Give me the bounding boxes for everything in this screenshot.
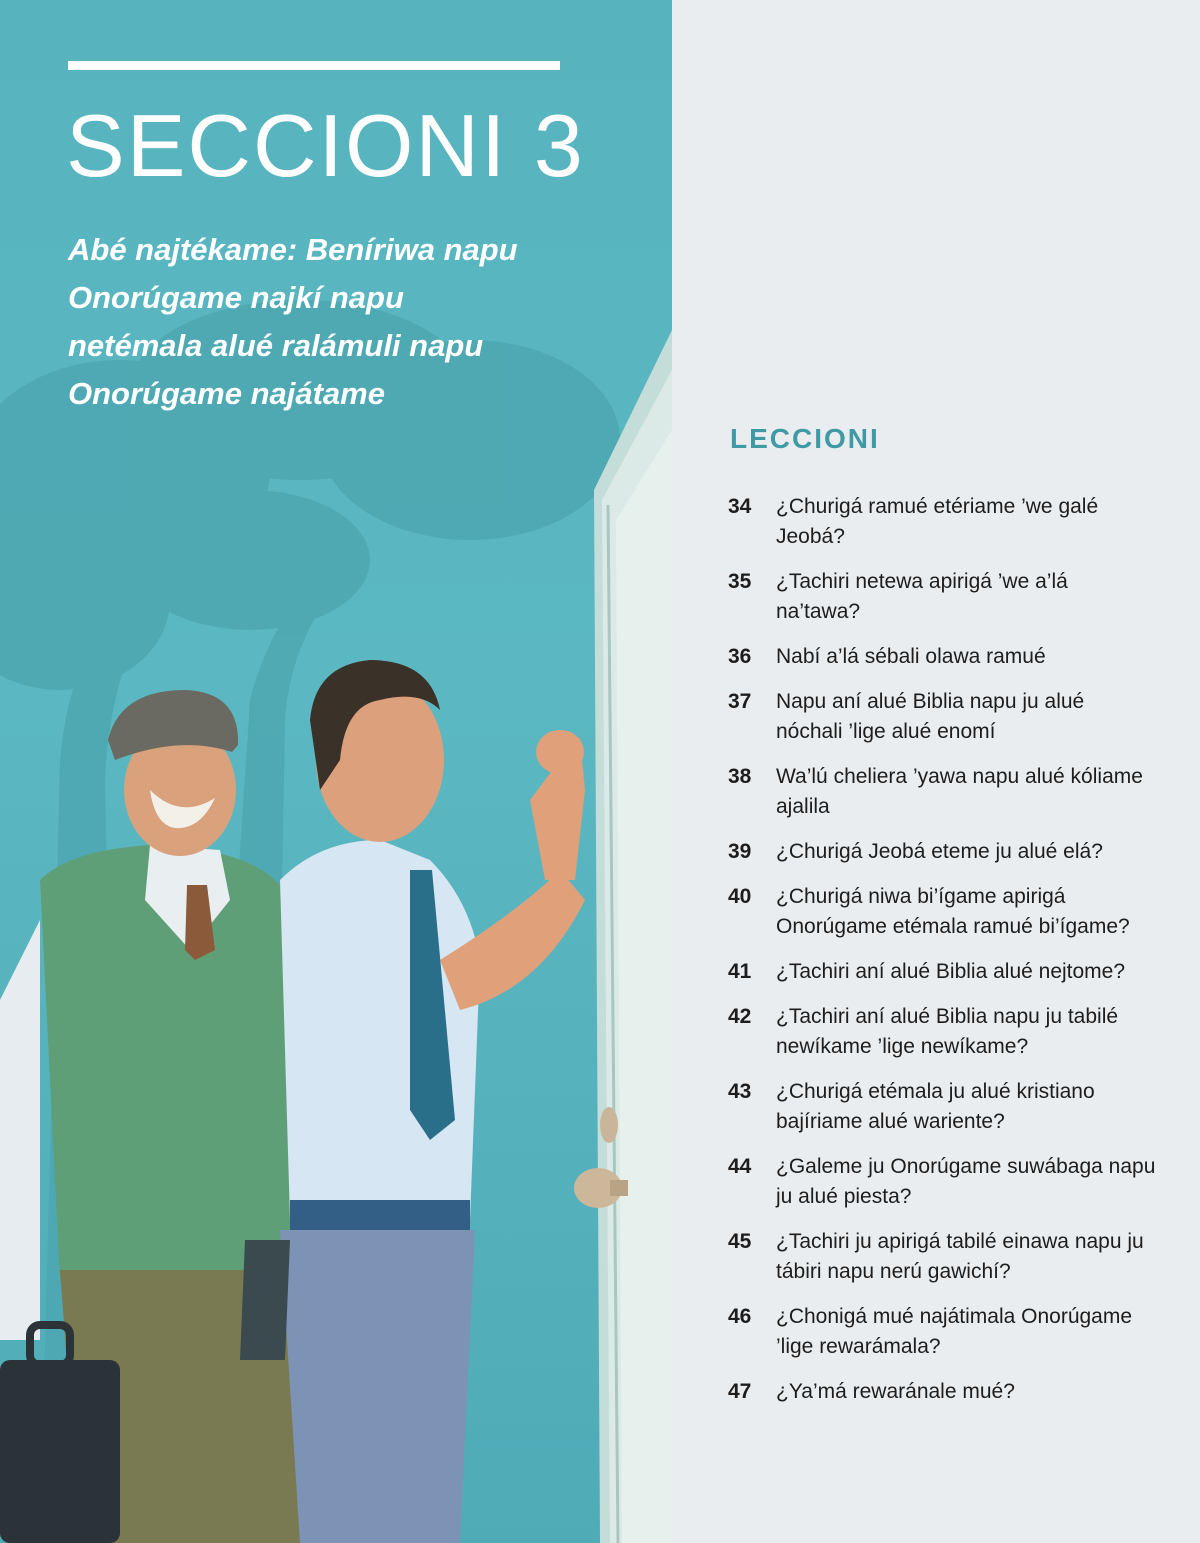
lesson-number: 44 [728, 1155, 752, 1178]
lesson-title: ¿Tachiri aní alué Biblia napu ju tabilé newíkame ’lige newíkame? [776, 1005, 1119, 1058]
lesson-number: 35 [728, 570, 752, 593]
list-item [728, 642, 1178, 672]
lesson-number: 46 [728, 1305, 752, 1328]
top-rule [68, 61, 560, 70]
lesson-number: 45 [728, 1230, 752, 1253]
list-item [728, 1152, 1178, 1212]
lesson-title: ¿Chonigá mué najátimala Onorúgame ’lige rewarámala? [776, 1305, 1133, 1358]
section-title: SECCIONI 3 [66, 96, 585, 195]
list-item [728, 567, 1178, 627]
door [594, 330, 672, 1543]
list-item [728, 1077, 1178, 1137]
lesson-title: ¿Churigá niwa bi’ígame apirigá Onorúgame etémala ramué bi’ígame? [776, 885, 1130, 938]
lesson-title: ¿Tachiri ju apirigá tabilé einawa napu ju tábiri napu nerú gawichí? [776, 1230, 1144, 1283]
list-item [728, 1302, 1178, 1362]
list-item [728, 1377, 1178, 1407]
list-item [728, 762, 1178, 822]
lesson-number: 36 [728, 645, 752, 668]
list-item [728, 687, 1178, 747]
list-item [728, 1227, 1178, 1287]
younger-man [240, 660, 585, 1543]
lesson-number: 39 [728, 840, 752, 863]
list-item [728, 882, 1178, 942]
lesson-number: 40 [728, 885, 752, 908]
list-item [728, 492, 1178, 552]
section-subtitle: Abé najtékame: Beníriwa napu Onorúgame najkí napu netémala alué ralámuli napu Onorúgame najátame [68, 232, 518, 411]
lesson-title: ¿Churigá Jeobá eteme ju alué elá? [776, 840, 1103, 863]
lesson-title: Nabí a’lá sébali olawa ramué [776, 645, 1046, 668]
lesson-title: ¿Tachiri netewa apirigá ’we a’lá na’tawa? [776, 570, 1068, 623]
lesson-number: 34 [728, 495, 752, 518]
list-item [728, 837, 1178, 867]
lesson-number: 47 [728, 1380, 752, 1403]
lesson-title: ¿Churigá ramué etériame ’we galé Jeobá? [776, 495, 1099, 548]
lesson-title: Napu aní alué Biblia napu ju alué nóchali ’lige alué enomí [776, 690, 1085, 743]
lesson-number: 42 [728, 1005, 752, 1028]
list-item [728, 957, 1178, 987]
lesson-number: 38 [728, 765, 752, 788]
lesson-title: Wa’lú cheliera ’yawa napu alué kóliame ajalila [776, 765, 1143, 818]
lesson-list [728, 492, 1178, 1422]
lesson-title: ¿Tachiri aní alué Biblia alué nejtome? [776, 960, 1126, 983]
list-item [728, 1002, 1178, 1062]
lesson-title: ¿Churigá etémala ju alué kristiano bajíriame alué wariente? [776, 1080, 1095, 1133]
lessons-heading: LECCIONI [730, 423, 880, 454]
lesson-title: ¿Galeme ju Onorúgame suwábaga napu ju alué piesta? [776, 1155, 1156, 1208]
lesson-title: ¿Ya’má rewaránale mué? [776, 1380, 1015, 1403]
lesson-number: 43 [728, 1080, 752, 1103]
lesson-number: 41 [728, 960, 752, 983]
lesson-number: 37 [728, 690, 752, 713]
